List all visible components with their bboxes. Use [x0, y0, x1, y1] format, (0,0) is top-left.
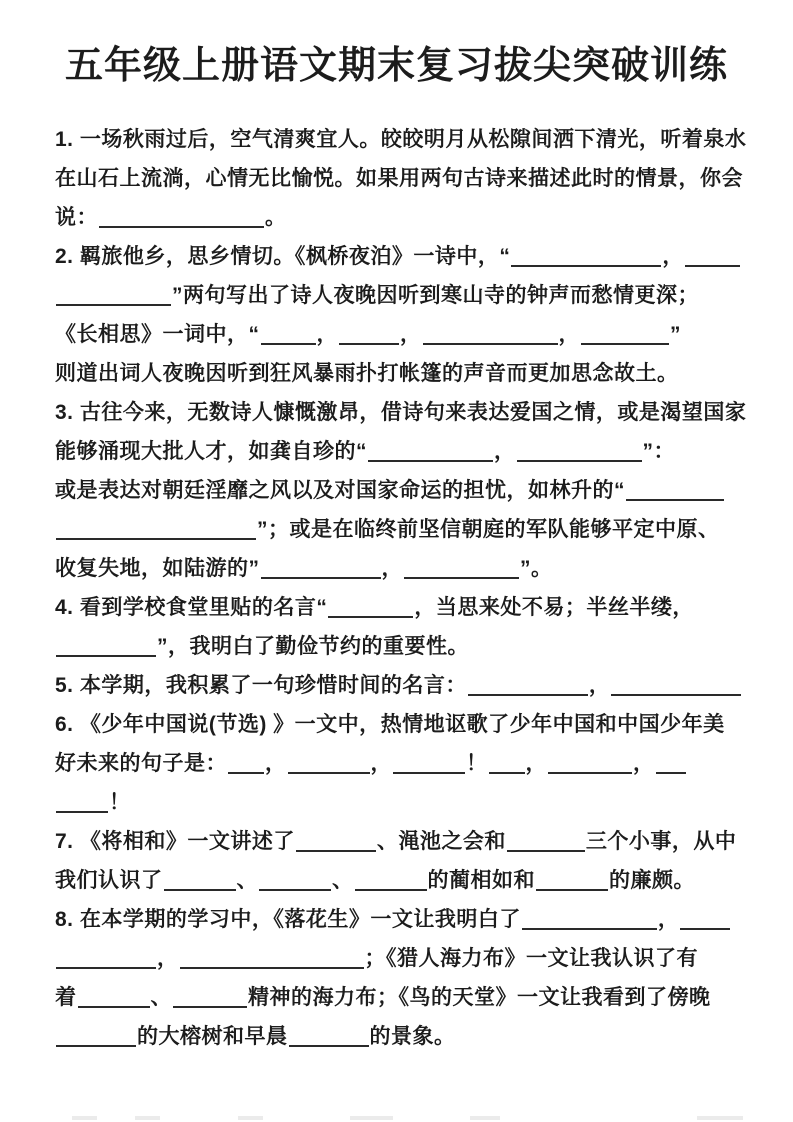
blank-line [626, 478, 724, 501]
blank-line [511, 244, 661, 267]
text-run: 能够涌现大批人才，如龚自珍的“ [55, 440, 367, 463]
text-run: ， [662, 245, 684, 268]
blank-line [611, 673, 741, 696]
blank-line [328, 595, 413, 618]
text-run: 8. 在本学期的学习中，《落花生》一文让我明白了 [55, 908, 521, 931]
question-line [55, 744, 793, 783]
question-2 [55, 237, 793, 393]
question-line [55, 900, 793, 939]
blank-line [368, 439, 493, 462]
blank-line [489, 751, 525, 774]
question-line [55, 432, 793, 471]
blank-line [339, 322, 399, 345]
text-run: 、 [332, 869, 354, 892]
blank-line [680, 907, 730, 930]
blank-line [393, 751, 465, 774]
text-run: ”两句写出了诗人夜晚因听到寒山寺的钟声而愁情更深； [172, 284, 699, 307]
text-run: ”，我明白了勤俭节约的重要性。 [157, 635, 469, 658]
text-run: 2. 羁旅他乡，思乡情切。《枫桥夜泊》一诗中，“ [55, 245, 511, 268]
question-6 [55, 705, 793, 822]
blank-line [685, 244, 740, 267]
blank-line [548, 751, 632, 774]
question-4 [55, 588, 793, 666]
blank-line [56, 634, 156, 657]
text-run: ， [157, 947, 179, 970]
question-line [55, 159, 793, 198]
page-title: 五年级上册语文期末复习拔尖突破训练 [64, 45, 728, 87]
cutoff-text-artifact [350, 1116, 393, 1120]
questions-container [0, 120, 793, 1056]
text-run: ， [265, 752, 287, 775]
blank-line [404, 556, 519, 579]
text-run: ， [558, 323, 580, 346]
text-run: 的景象。 [369, 1025, 456, 1048]
cutoff-text-artifact [470, 1116, 500, 1120]
question-line [55, 315, 793, 354]
blank-line [99, 205, 264, 228]
text-run: 我们认识了 [55, 869, 163, 892]
text-run: 好未来的句子是： [55, 752, 227, 775]
text-run: 在山石上流淌，心情无比愉悦。如果用两句古诗来描述此时的情景，你会 [55, 167, 743, 190]
question-8 [55, 900, 793, 1056]
text-run: 着 [55, 986, 77, 1009]
question-1 [55, 120, 793, 237]
blank-line [56, 283, 171, 306]
text-run: 或是表达对朝廷淫靡之风以及对国家命运的担忧，如林升的“ [55, 479, 625, 502]
text-run: ， [494, 440, 516, 463]
text-run: 、渑池之会和 [376, 830, 506, 853]
text-run: 、 [150, 986, 172, 1009]
question-line [55, 861, 793, 900]
text-run: 三个小事，从中 [585, 830, 737, 853]
question-line [55, 1017, 793, 1056]
cutoff-text-artifact [238, 1116, 263, 1120]
blank-line [656, 751, 686, 774]
text-run: ，当思来处不易；半丝半缕， [414, 596, 694, 619]
question-line [55, 588, 793, 627]
question-line [55, 237, 793, 276]
text-run: ” [670, 323, 681, 346]
text-run: 3. 古往今来，无数诗人慷慨激昂，借诗句来表达爱国之情，或是渴望国家 [55, 401, 747, 424]
question-line [55, 198, 793, 237]
blank-line [581, 322, 669, 345]
text-run: ， [370, 752, 392, 775]
question-3 [55, 393, 793, 588]
blank-line [355, 868, 427, 891]
text-run: ！ [109, 791, 131, 814]
question-line [55, 120, 793, 159]
text-run: ”。 [520, 557, 553, 580]
text-run: ！ [466, 752, 488, 775]
blank-line [228, 751, 264, 774]
text-run: 、 [236, 869, 258, 892]
question-line [55, 939, 793, 978]
question-line [55, 783, 793, 822]
question-line [55, 822, 793, 861]
text-run: 。 [265, 206, 287, 229]
text-run: 4. 看到学校食堂里贴的名言“ [55, 596, 328, 619]
question-line [55, 354, 793, 393]
blank-line [56, 1024, 136, 1047]
text-run: ， [381, 557, 403, 580]
question-line [55, 276, 793, 315]
question-7 [55, 822, 793, 900]
text-run: 1. 一场秋雨过后，空气清爽宜人。皎皎明月从松隙间洒下清光，听着泉水 [55, 128, 747, 151]
blank-line [296, 829, 376, 852]
question-line [55, 510, 793, 549]
text-run: ， [316, 323, 338, 346]
question-line [55, 627, 793, 666]
text-run: 收复失地，如陆游的” [55, 557, 260, 580]
text-run: 则道出词人夜晚因听到狂风暴雨扑打帐篷的声音而更加思念故土。 [55, 362, 679, 385]
blank-line [261, 556, 381, 579]
blank-line [517, 439, 642, 462]
question-line [55, 978, 793, 1017]
question-line [55, 705, 793, 744]
question-line [55, 549, 793, 588]
blank-line [536, 868, 608, 891]
blank-line [423, 322, 558, 345]
text-run: 精神的海力布；《鸟的天堂》一文让我看到了傍晚 [248, 986, 711, 1009]
text-run: 《长相思》一词中，“ [55, 323, 260, 346]
blank-line [259, 868, 331, 891]
text-run: 的蔺相如和 [427, 869, 535, 892]
text-run: ；《猎人海力布》一文让我认识了有 [364, 947, 698, 970]
text-run: 的大榕树和早晨 [137, 1025, 288, 1048]
blank-line [261, 322, 316, 345]
blank-line [507, 829, 585, 852]
cutoff-text-artifact [72, 1116, 97, 1120]
blank-line [289, 1024, 369, 1047]
question-line [55, 666, 793, 705]
blank-line [288, 751, 370, 774]
blank-line [180, 946, 364, 969]
blank-line [56, 946, 156, 969]
text-run: 的廉颇。 [609, 869, 695, 892]
text-run: ， [588, 674, 611, 697]
question-5 [55, 666, 793, 705]
blank-line [78, 985, 150, 1008]
blank-line [173, 985, 247, 1008]
text-run: ”： [642, 440, 675, 463]
blank-line [164, 868, 236, 891]
text-run: ， [400, 323, 422, 346]
blank-line [468, 673, 588, 696]
cutoff-text-artifact [135, 1116, 160, 1120]
text-run: ， [525, 752, 547, 775]
cutoff-text-artifact [697, 1116, 743, 1120]
text-run: ， [657, 908, 680, 931]
text-run: 6. 《少年中国说(节选) 》一文中，热情地讴歌了少年中国和中国少年美 [55, 713, 725, 736]
blank-line [522, 907, 657, 930]
text-run: ， [633, 752, 655, 775]
question-line [55, 393, 793, 432]
text-run: ”；或是在临终前坚信朝庭的军队能够平定中原、 [257, 518, 720, 541]
blank-line [56, 790, 108, 813]
text-run: 说： [55, 206, 98, 229]
text-run: 5. 本学期，我积累了一句珍惜时间的名言： [55, 674, 467, 697]
text-run: 7. 《将相和》一文讲述了 [55, 830, 295, 853]
question-line [55, 471, 793, 510]
blank-line [56, 517, 256, 540]
